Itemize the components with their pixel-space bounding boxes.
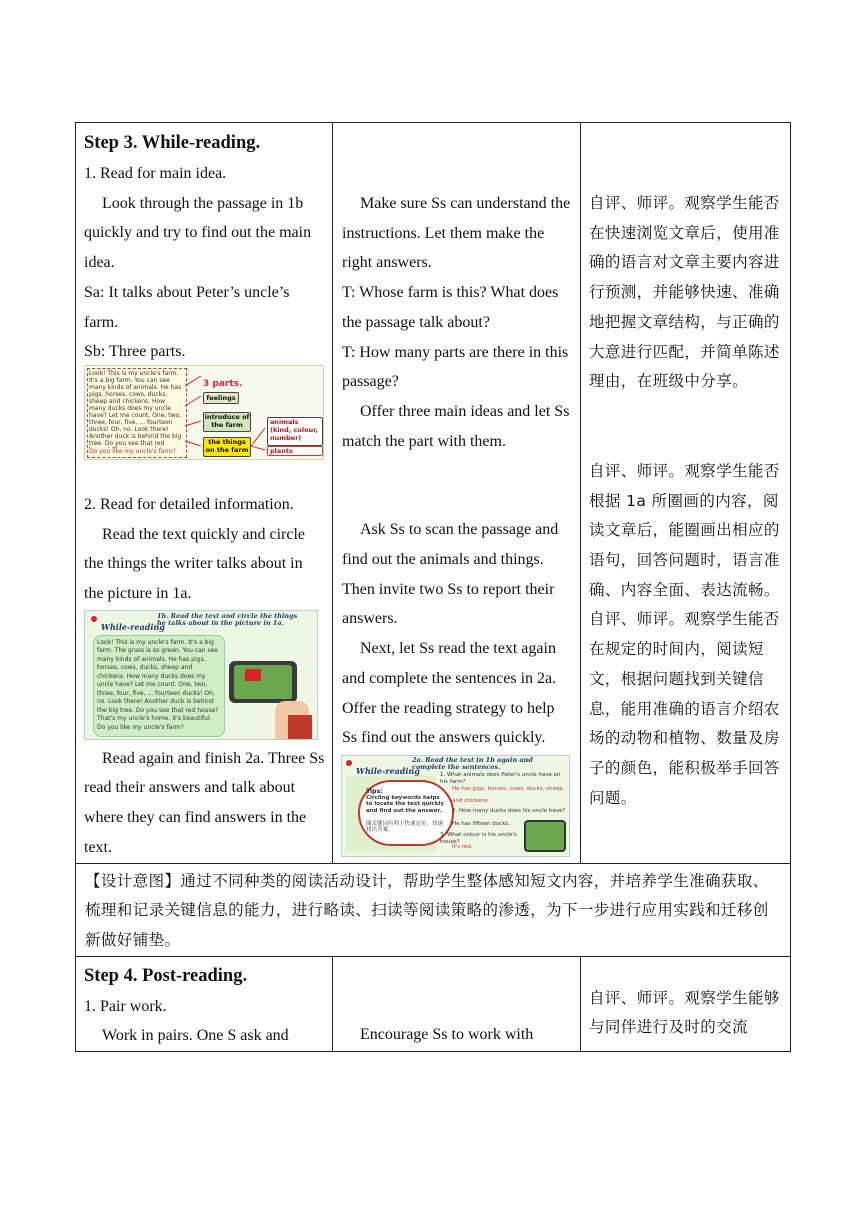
tips-text: Circling keywords helps to locate the text quickly and find out the answer. [366, 794, 444, 814]
evaluation-detail: 自评、师评。观察学生能否在规定的时间内，阅读短文，根据问题找到关键信息，能用准确的语言介绍农场的动物和植物、数量及房子的颜色，能积极举手回答问题。 [589, 610, 780, 807]
read-and-circle-image [84, 610, 318, 740]
scan-passage-instruction: Ask Ss to scan the passage and find out the animals and things. Then invite two Ss to report their answers. [342, 521, 559, 628]
how-many-parts-question: T: How many parts are there in this passage? [342, 343, 569, 391]
question-1: 1. What animals does Peter's uncle have on his farm? [440, 771, 561, 785]
evaluation-circle: 自评、师评。观察学生能否根据 1a 所圈画的内容，阅读文章后，能圈画出相应的语句，回答问题时，语言准确、内容全面、表达流畅。 [589, 461, 780, 599]
step3-title: Step 3. While-reading. [84, 133, 261, 153]
whose-farm-question: T: Whose farm is this? What does the passage talk about? [342, 284, 559, 331]
complete-sentences-image [341, 755, 570, 857]
pair-work-heading: 1. Pair work. [84, 997, 167, 1015]
animals-box: animals (kind, colour, number) [267, 417, 323, 446]
step4-row [76, 956, 791, 1051]
farm-passage-text: Look! This is my uncle's farm. It's a big farm. You can see many kinds of animals. He has pigs, horses, cows, ducks, sheep and chickens. How many ducks does my uncle have? Let me count. One, two, three, four, five, ... fourteen ducks! Oh, no. Look there! Another duck is behind the big tree. Do you see that red [89, 369, 182, 447]
circle-things-instruction: Read the text quickly and circle the things the writer talks about in the picture in 1a. [84, 525, 306, 603]
sb-answer: Sb: Three parts. [84, 343, 186, 361]
evaluation-main-idea: 自评、师评。观察学生能否在快速浏览文章后，使用准确的语言对文章主要内容进行预测，并能够快速、准确地把握文章结构，与正确的大意进行匹配，并简单陈述理由，在班级中分享。 [589, 194, 780, 391]
answer-1b: and chickens [452, 797, 488, 804]
step3-evaluation-cell [581, 123, 791, 864]
step3-row [76, 123, 791, 864]
design-intent-text: 【设计意图】通过不同种类的阅读活动设计，帮助学生整体感知短文内容，并培养学生准确获取、梳理和记录关键信息的能力，进行略读、扫读等阅读策略的渗透，为下一步进行应用实践和迁移创新做好铺垫。 [85, 871, 769, 949]
main-idea-instruction: Look through the passage in 1b quickly and try to find out the main idea. [84, 194, 312, 272]
step4-evaluation-cell [581, 956, 791, 1051]
encourage-instruction: Encourage Ss to work with [360, 1025, 534, 1043]
read-main-idea-heading: 1. Read for main idea. [84, 165, 227, 182]
step4-student-activity-cell [76, 956, 333, 1051]
tips-chinese: 圈关键词有利于快速定位，快速找出答案。 [366, 820, 444, 834]
feelings-box: feelings [203, 392, 239, 404]
design-intent-cell [76, 863, 791, 956]
step4-title: Step 4. Post-reading. [84, 965, 248, 986]
complete-task-title: 2a. Read the text in 1b again and complete the sentences. [412, 755, 533, 771]
while-reading-label-2: While-reading [356, 765, 420, 776]
sa-answer: Sa: It talks about Peter’s uncle’s farm. [84, 283, 290, 331]
complete-2a-instruction: Next, let Ss read the text again and complete the sentences in 2a. Offer the reading strategy to help Ss find out the answers quickly. [342, 640, 557, 747]
introduce-farm-box: introduce of the farm [203, 412, 251, 432]
circle-task-title: 1b. Read the text and circle the things he talks about in the picture in 1a. [157, 611, 298, 627]
things-on-farm-box: the things on the farm [203, 437, 251, 457]
step3-teacher-activity-cell [333, 123, 581, 864]
tips-title: Tips: [366, 787, 383, 795]
answer-3: It's red. [452, 843, 473, 850]
finish-2a-instruction: Read again and finish 2a. Three Ss read their answers and talk about where they can find answers in the text. [84, 749, 325, 856]
three-parts-image [84, 365, 324, 460]
question-3: 3. What colour is his uncle's house? [440, 831, 518, 845]
make-sure-instruction: Make sure Ss can understand the instructions. Let them make the right answers. [342, 195, 571, 272]
step4-evaluation: 自评、师评。观察学生能够与同伴进行及时的交流 [589, 988, 780, 1037]
plants-box: plants [267, 446, 323, 456]
lesson-plan-table [75, 122, 791, 1052]
connector-lines [85, 366, 323, 459]
question-2: 2. How many ducks does his uncle have? [452, 807, 566, 814]
design-intent-row [76, 863, 791, 956]
while-reading-label: While-reading [101, 621, 165, 632]
answer-2: He has fifteen ducks. [452, 820, 510, 827]
pair-work-instruction: Work in pairs. One S ask and [102, 1027, 289, 1045]
farm-passage-text-2: Look! This is my uncle's farm. It's a big farm. The grass is so green. You can see many kinds of animals. He has pigs, horses, cows, ducks, sheep and chickens. How many ducks does my uncle have? Let me count. One, two, three, four, five, ... fourteen ducks! Oh, no. Look there! Another duck is behind the big tree. Do you see that red house? That's my uncle's home. It's beautiful. Do you like my uncle's farm? [97, 638, 219, 731]
read-detail-heading: 2. Read for detailed information. [84, 495, 294, 513]
farm-passage-last-line: Do you like my uncle's farm? [89, 447, 176, 455]
step3-student-activity-cell [76, 123, 333, 864]
step4-teacher-activity-cell [333, 956, 581, 1051]
offer-main-ideas: Offer three main ideas and let Ss match the part with them. [342, 402, 570, 450]
answer-1: He has pigs, horses, cows, ducks, sheep [452, 785, 563, 792]
three-parts-heading: 3 parts. [203, 378, 243, 389]
